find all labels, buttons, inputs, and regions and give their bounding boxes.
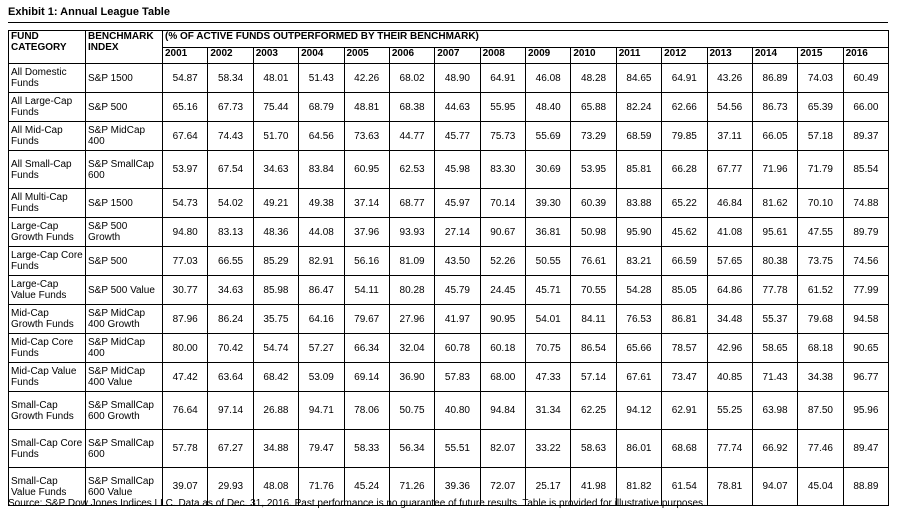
table-row bbox=[9, 305, 889, 334]
value-cell: 53.97 bbox=[163, 151, 208, 189]
value-cell: 83.84 bbox=[299, 151, 344, 189]
value-cell: 37.96 bbox=[344, 218, 389, 247]
value-cell: 44.63 bbox=[435, 93, 480, 122]
value-cell: 77.78 bbox=[752, 276, 797, 305]
table-row bbox=[9, 363, 889, 392]
value-cell: 71.76 bbox=[299, 468, 344, 506]
value-cell: 45.77 bbox=[435, 122, 480, 151]
fund-category-cell: Mid-Cap Growth Funds bbox=[9, 305, 86, 334]
value-cell: 39.36 bbox=[435, 468, 480, 506]
value-cell: 48.40 bbox=[526, 93, 571, 122]
value-cell: 30.77 bbox=[163, 276, 208, 305]
value-cell: 74.88 bbox=[843, 189, 889, 218]
value-cell: 34.63 bbox=[208, 276, 253, 305]
value-cell: 45.24 bbox=[344, 468, 389, 506]
value-cell: 37.11 bbox=[707, 122, 752, 151]
benchmark-index-header: BENCHMARK INDEX bbox=[86, 31, 163, 64]
value-cell: 41.97 bbox=[435, 305, 480, 334]
value-cell: 66.34 bbox=[344, 334, 389, 363]
value-cell: 55.95 bbox=[480, 93, 525, 122]
value-cell: 66.59 bbox=[662, 247, 707, 276]
benchmark-cell: S&P 1500 bbox=[86, 64, 163, 93]
value-cell: 73.47 bbox=[662, 363, 707, 392]
fund-category-cell: Mid-Cap Value Funds bbox=[9, 363, 86, 392]
value-cell: 66.55 bbox=[208, 247, 253, 276]
value-cell: 27.96 bbox=[389, 305, 434, 334]
value-cell: 61.54 bbox=[662, 468, 707, 506]
value-cell: 71.26 bbox=[389, 468, 434, 506]
value-cell: 71.79 bbox=[798, 151, 843, 189]
value-cell: 64.16 bbox=[299, 305, 344, 334]
value-cell: 79.68 bbox=[798, 305, 843, 334]
value-cell: 26.88 bbox=[253, 392, 298, 430]
value-cell: 67.73 bbox=[208, 93, 253, 122]
value-cell: 68.38 bbox=[389, 93, 434, 122]
value-cell: 33.22 bbox=[526, 430, 571, 468]
value-cell: 66.28 bbox=[662, 151, 707, 189]
benchmark-cell: S&P MidCap 400 Growth bbox=[86, 305, 163, 334]
value-cell: 49.38 bbox=[299, 189, 344, 218]
value-cell: 86.54 bbox=[571, 334, 616, 363]
value-cell: 44.08 bbox=[299, 218, 344, 247]
value-cell: 48.36 bbox=[253, 218, 298, 247]
value-cell: 89.37 bbox=[843, 122, 889, 151]
value-cell: 71.96 bbox=[752, 151, 797, 189]
value-cell: 68.42 bbox=[253, 363, 298, 392]
benchmark-cell: S&P SmallCap 600 Value bbox=[86, 468, 163, 506]
value-cell: 54.73 bbox=[163, 189, 208, 218]
value-cell: 45.71 bbox=[526, 276, 571, 305]
value-cell: 58.34 bbox=[208, 64, 253, 93]
value-cell: 52.26 bbox=[480, 247, 525, 276]
value-cell: 56.34 bbox=[389, 430, 434, 468]
value-cell: 34.38 bbox=[798, 363, 843, 392]
value-cell: 34.88 bbox=[253, 430, 298, 468]
value-cell: 24.45 bbox=[480, 276, 525, 305]
benchmark-cell: S&P SmallCap 600 bbox=[86, 151, 163, 189]
value-cell: 57.27 bbox=[299, 334, 344, 363]
value-cell: 48.01 bbox=[253, 64, 298, 93]
value-cell: 89.79 bbox=[843, 218, 889, 247]
value-cell: 80.00 bbox=[163, 334, 208, 363]
year-header: 2008 bbox=[480, 48, 525, 64]
value-cell: 45.97 bbox=[435, 189, 480, 218]
value-cell: 61.52 bbox=[798, 276, 843, 305]
value-cell: 85.81 bbox=[616, 151, 661, 189]
value-cell: 77.03 bbox=[163, 247, 208, 276]
table-row bbox=[9, 64, 889, 93]
year-header: 2001 bbox=[163, 48, 208, 64]
value-cell: 75.44 bbox=[253, 93, 298, 122]
league-table bbox=[8, 30, 889, 506]
fund-category-cell: Large-Cap Growth Funds bbox=[9, 218, 86, 247]
fund-category-cell: All Small-Cap Funds bbox=[9, 151, 86, 189]
table-row bbox=[9, 93, 889, 122]
value-cell: 60.49 bbox=[843, 64, 889, 93]
year-header: 2009 bbox=[526, 48, 571, 64]
value-cell: 35.75 bbox=[253, 305, 298, 334]
value-cell: 39.30 bbox=[526, 189, 571, 218]
value-cell: 63.64 bbox=[208, 363, 253, 392]
value-cell: 60.18 bbox=[480, 334, 525, 363]
value-cell: 68.18 bbox=[798, 334, 843, 363]
value-cell: 78.06 bbox=[344, 392, 389, 430]
fund-category-cell: Small-Cap Core Funds bbox=[9, 430, 86, 468]
fund-category-cell: Large-Cap Value Funds bbox=[9, 276, 86, 305]
value-cell: 65.22 bbox=[662, 189, 707, 218]
value-cell: 88.89 bbox=[843, 468, 889, 506]
value-cell: 65.16 bbox=[163, 93, 208, 122]
value-cell: 54.87 bbox=[163, 64, 208, 93]
value-cell: 87.50 bbox=[798, 392, 843, 430]
value-cell: 94.12 bbox=[616, 392, 661, 430]
value-cell: 46.08 bbox=[526, 64, 571, 93]
value-cell: 54.02 bbox=[208, 189, 253, 218]
value-cell: 48.28 bbox=[571, 64, 616, 93]
value-cell: 68.02 bbox=[389, 64, 434, 93]
value-cell: 90.65 bbox=[843, 334, 889, 363]
value-cell: 62.25 bbox=[571, 392, 616, 430]
value-cell: 53.09 bbox=[299, 363, 344, 392]
value-cell: 65.88 bbox=[571, 93, 616, 122]
exhibit-title: Exhibit 1: Annual League Table bbox=[8, 6, 170, 18]
year-header: 2016 bbox=[843, 48, 889, 64]
value-cell: 68.68 bbox=[662, 430, 707, 468]
value-cell: 60.78 bbox=[435, 334, 480, 363]
value-cell: 82.24 bbox=[616, 93, 661, 122]
value-cell: 85.05 bbox=[662, 276, 707, 305]
value-cell: 83.13 bbox=[208, 218, 253, 247]
table-row bbox=[9, 276, 889, 305]
value-cell: 30.69 bbox=[526, 151, 571, 189]
value-cell: 81.82 bbox=[616, 468, 661, 506]
value-cell: 66.92 bbox=[752, 430, 797, 468]
title-rule bbox=[8, 22, 888, 23]
table-row bbox=[9, 122, 889, 151]
value-cell: 85.98 bbox=[253, 276, 298, 305]
value-cell: 83.21 bbox=[616, 247, 661, 276]
year-header: 2011 bbox=[616, 48, 661, 64]
value-cell: 69.14 bbox=[344, 363, 389, 392]
value-cell: 97.14 bbox=[208, 392, 253, 430]
value-cell: 54.01 bbox=[526, 305, 571, 334]
value-cell: 49.21 bbox=[253, 189, 298, 218]
value-cell: 94.07 bbox=[752, 468, 797, 506]
value-cell: 55.37 bbox=[752, 305, 797, 334]
table-row bbox=[9, 334, 889, 363]
value-cell: 73.29 bbox=[571, 122, 616, 151]
value-cell: 57.65 bbox=[707, 247, 752, 276]
table-body bbox=[9, 64, 889, 506]
value-cell: 62.91 bbox=[662, 392, 707, 430]
value-cell: 51.70 bbox=[253, 122, 298, 151]
value-cell: 58.65 bbox=[752, 334, 797, 363]
table-row bbox=[9, 430, 889, 468]
fund-category-cell: All Large-Cap Funds bbox=[9, 93, 86, 122]
value-cell: 54.56 bbox=[707, 93, 752, 122]
value-cell: 66.05 bbox=[752, 122, 797, 151]
value-cell: 48.08 bbox=[253, 468, 298, 506]
value-cell: 83.30 bbox=[480, 151, 525, 189]
benchmark-cell: S&P SmallCap 600 Growth bbox=[86, 392, 163, 430]
value-cell: 80.28 bbox=[389, 276, 434, 305]
table-row bbox=[9, 218, 889, 247]
value-cell: 50.55 bbox=[526, 247, 571, 276]
value-cell: 83.88 bbox=[616, 189, 661, 218]
value-cell: 31.34 bbox=[526, 392, 571, 430]
value-cell: 64.56 bbox=[299, 122, 344, 151]
value-cell: 82.91 bbox=[299, 247, 344, 276]
value-cell: 93.93 bbox=[389, 218, 434, 247]
year-header: 2014 bbox=[752, 48, 797, 64]
value-cell: 80.38 bbox=[752, 247, 797, 276]
value-cell: 70.42 bbox=[208, 334, 253, 363]
value-cell: 67.54 bbox=[208, 151, 253, 189]
value-cell: 70.55 bbox=[571, 276, 616, 305]
value-cell: 77.46 bbox=[798, 430, 843, 468]
value-cell: 75.73 bbox=[480, 122, 525, 151]
value-cell: 42.26 bbox=[344, 64, 389, 93]
fund-category-header: FUND CATEGORY bbox=[9, 31, 86, 64]
benchmark-cell: S&P 1500 bbox=[86, 189, 163, 218]
value-cell: 68.59 bbox=[616, 122, 661, 151]
year-header: 2015 bbox=[798, 48, 843, 64]
value-cell: 95.90 bbox=[616, 218, 661, 247]
benchmark-cell: S&P 500 Growth bbox=[86, 218, 163, 247]
value-cell: 34.63 bbox=[253, 151, 298, 189]
value-cell: 64.91 bbox=[662, 64, 707, 93]
year-header: 2007 bbox=[435, 48, 480, 64]
value-cell: 72.07 bbox=[480, 468, 525, 506]
value-cell: 86.24 bbox=[208, 305, 253, 334]
value-cell: 78.57 bbox=[662, 334, 707, 363]
value-cell: 57.14 bbox=[571, 363, 616, 392]
value-cell: 42.96 bbox=[707, 334, 752, 363]
value-cell: 70.75 bbox=[526, 334, 571, 363]
value-cell: 57.78 bbox=[163, 430, 208, 468]
year-header: 2010 bbox=[571, 48, 616, 64]
year-header: 2012 bbox=[662, 48, 707, 64]
value-cell: 76.53 bbox=[616, 305, 661, 334]
value-cell: 76.61 bbox=[571, 247, 616, 276]
value-cell: 68.00 bbox=[480, 363, 525, 392]
value-cell: 74.56 bbox=[843, 247, 889, 276]
value-cell: 87.96 bbox=[163, 305, 208, 334]
value-cell: 81.09 bbox=[389, 247, 434, 276]
value-cell: 67.61 bbox=[616, 363, 661, 392]
value-cell: 57.83 bbox=[435, 363, 480, 392]
value-cell: 94.84 bbox=[480, 392, 525, 430]
value-cell: 64.86 bbox=[707, 276, 752, 305]
value-cell: 51.43 bbox=[299, 64, 344, 93]
value-cell: 60.39 bbox=[571, 189, 616, 218]
value-cell: 81.62 bbox=[752, 189, 797, 218]
fund-category-cell: All Multi-Cap Funds bbox=[9, 189, 86, 218]
value-cell: 37.14 bbox=[344, 189, 389, 218]
value-cell: 86.89 bbox=[752, 64, 797, 93]
value-cell: 44.77 bbox=[389, 122, 434, 151]
value-cell: 36.90 bbox=[389, 363, 434, 392]
benchmark-cell: S&P MidCap 400 Value bbox=[86, 363, 163, 392]
value-cell: 41.98 bbox=[571, 468, 616, 506]
value-cell: 45.79 bbox=[435, 276, 480, 305]
benchmark-cell: S&P MidCap 400 bbox=[86, 334, 163, 363]
value-cell: 86.47 bbox=[299, 276, 344, 305]
value-cell: 94.71 bbox=[299, 392, 344, 430]
fund-category-cell: Small-Cap Value Funds bbox=[9, 468, 86, 506]
benchmark-cell: S&P 500 bbox=[86, 247, 163, 276]
value-cell: 47.33 bbox=[526, 363, 571, 392]
value-cell: 43.26 bbox=[707, 64, 752, 93]
year-header: 2013 bbox=[707, 48, 752, 64]
year-header: 2005 bbox=[344, 48, 389, 64]
value-cell: 84.65 bbox=[616, 64, 661, 93]
value-cell: 47.42 bbox=[163, 363, 208, 392]
fund-category-cell: Large-Cap Core Funds bbox=[9, 247, 86, 276]
value-cell: 50.98 bbox=[571, 218, 616, 247]
value-cell: 41.08 bbox=[707, 218, 752, 247]
value-cell: 62.66 bbox=[662, 93, 707, 122]
value-cell: 96.77 bbox=[843, 363, 889, 392]
year-header: 2003 bbox=[253, 48, 298, 64]
benchmark-cell: S&P SmallCap 600 bbox=[86, 430, 163, 468]
value-cell: 48.90 bbox=[435, 64, 480, 93]
value-cell: 65.66 bbox=[616, 334, 661, 363]
value-cell: 27.14 bbox=[435, 218, 480, 247]
value-cell: 62.53 bbox=[389, 151, 434, 189]
value-cell: 79.67 bbox=[344, 305, 389, 334]
value-cell: 89.47 bbox=[843, 430, 889, 468]
value-cell: 54.74 bbox=[253, 334, 298, 363]
value-cell: 48.81 bbox=[344, 93, 389, 122]
value-cell: 70.14 bbox=[480, 189, 525, 218]
value-cell: 50.75 bbox=[389, 392, 434, 430]
value-cell: 85.54 bbox=[843, 151, 889, 189]
value-cell: 77.99 bbox=[843, 276, 889, 305]
value-cell: 60.95 bbox=[344, 151, 389, 189]
value-cell: 46.84 bbox=[707, 189, 752, 218]
value-cell: 73.75 bbox=[798, 247, 843, 276]
fund-category-cell: Mid-Cap Core Funds bbox=[9, 334, 86, 363]
table-row bbox=[9, 189, 889, 218]
value-cell: 47.55 bbox=[798, 218, 843, 247]
value-cell: 76.64 bbox=[163, 392, 208, 430]
year-header: 2002 bbox=[208, 48, 253, 64]
value-cell: 34.48 bbox=[707, 305, 752, 334]
benchmark-cell: S&P 500 Value bbox=[86, 276, 163, 305]
value-cell: 70.10 bbox=[798, 189, 843, 218]
value-cell: 58.63 bbox=[571, 430, 616, 468]
value-cell: 55.51 bbox=[435, 430, 480, 468]
value-cell: 45.62 bbox=[662, 218, 707, 247]
value-cell: 71.43 bbox=[752, 363, 797, 392]
value-cell: 67.64 bbox=[163, 122, 208, 151]
value-cell: 73.63 bbox=[344, 122, 389, 151]
value-cell: 90.95 bbox=[480, 305, 525, 334]
value-cell: 86.01 bbox=[616, 430, 661, 468]
value-cell: 95.96 bbox=[843, 392, 889, 430]
outperformed-group-header: (% OF ACTIVE FUNDS OUTPERFORMED BY THEIR BENCHMARK) bbox=[163, 31, 889, 48]
value-cell: 95.61 bbox=[752, 218, 797, 247]
table-row bbox=[9, 392, 889, 430]
value-cell: 40.80 bbox=[435, 392, 480, 430]
value-cell: 74.43 bbox=[208, 122, 253, 151]
value-cell: 29.93 bbox=[208, 468, 253, 506]
value-cell: 82.07 bbox=[480, 430, 525, 468]
value-cell: 39.07 bbox=[163, 468, 208, 506]
benchmark-cell: S&P 500 bbox=[86, 93, 163, 122]
value-cell: 77.74 bbox=[707, 430, 752, 468]
value-cell: 90.67 bbox=[480, 218, 525, 247]
year-header: 2006 bbox=[389, 48, 434, 64]
value-cell: 68.79 bbox=[299, 93, 344, 122]
value-cell: 32.04 bbox=[389, 334, 434, 363]
value-cell: 67.27 bbox=[208, 430, 253, 468]
value-cell: 58.33 bbox=[344, 430, 389, 468]
value-cell: 54.28 bbox=[616, 276, 661, 305]
table-row bbox=[9, 151, 889, 189]
year-header: 2004 bbox=[299, 48, 344, 64]
value-cell: 67.77 bbox=[707, 151, 752, 189]
value-cell: 94.58 bbox=[843, 305, 889, 334]
value-cell: 45.04 bbox=[798, 468, 843, 506]
table-row bbox=[9, 247, 889, 276]
value-cell: 68.77 bbox=[389, 189, 434, 218]
value-cell: 79.85 bbox=[662, 122, 707, 151]
fund-category-cell: Small-Cap Growth Funds bbox=[9, 392, 86, 430]
value-cell: 85.29 bbox=[253, 247, 298, 276]
value-cell: 84.11 bbox=[571, 305, 616, 334]
value-cell: 79.47 bbox=[299, 430, 344, 468]
value-cell: 40.85 bbox=[707, 363, 752, 392]
fund-category-cell: All Domestic Funds bbox=[9, 64, 86, 93]
value-cell: 74.03 bbox=[798, 64, 843, 93]
value-cell: 25.17 bbox=[526, 468, 571, 506]
value-cell: 94.80 bbox=[163, 218, 208, 247]
value-cell: 57.18 bbox=[798, 122, 843, 151]
value-cell: 65.39 bbox=[798, 93, 843, 122]
value-cell: 55.25 bbox=[707, 392, 752, 430]
value-cell: 43.50 bbox=[435, 247, 480, 276]
value-cell: 56.16 bbox=[344, 247, 389, 276]
value-cell: 63.98 bbox=[752, 392, 797, 430]
benchmark-cell: S&P MidCap 400 bbox=[86, 122, 163, 151]
value-cell: 53.95 bbox=[571, 151, 616, 189]
value-cell: 86.73 bbox=[752, 93, 797, 122]
value-cell: 78.81 bbox=[707, 468, 752, 506]
value-cell: 45.98 bbox=[435, 151, 480, 189]
source-note: Source: S&P Dow Jones Indices LLC. Data as of Dec. 31, 2016. Past performance is no guarantee of future results. Table is provided for illustrative purposes. bbox=[8, 498, 706, 509]
fund-category-cell: All Mid-Cap Funds bbox=[9, 122, 86, 151]
value-cell: 55.69 bbox=[526, 122, 571, 151]
value-cell: 66.00 bbox=[843, 93, 889, 122]
value-cell: 64.91 bbox=[480, 64, 525, 93]
value-cell: 86.81 bbox=[662, 305, 707, 334]
value-cell: 54.11 bbox=[344, 276, 389, 305]
value-cell: 36.81 bbox=[526, 218, 571, 247]
